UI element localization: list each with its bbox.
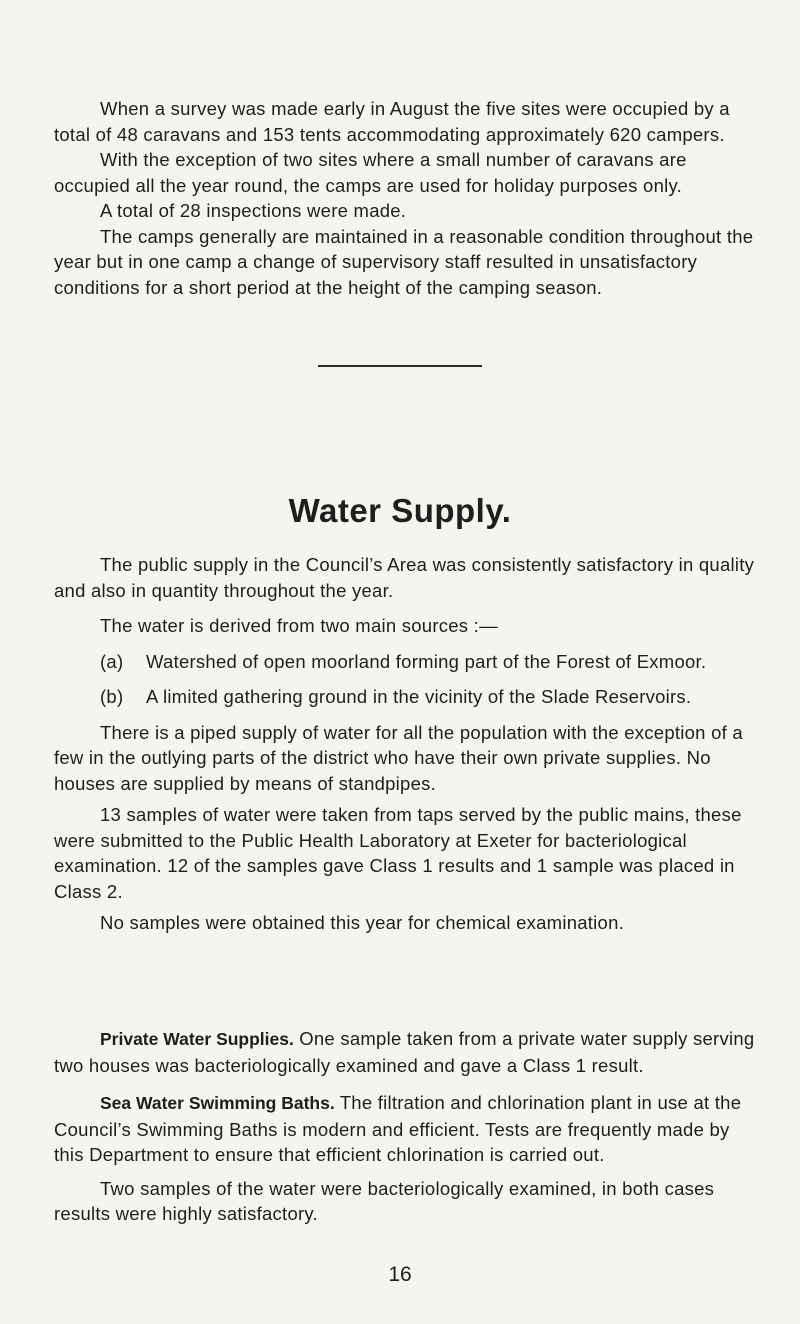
- list-marker: (a): [100, 650, 124, 672]
- sea-baths-text: The filtration and chlorination plant in use at the Council’s Swimming Baths is modern and efficient. Tests are frequently made by this Department to ensure that efficient chlorination is carried out.: [54, 1092, 742, 1165]
- water-supply-section: [0, 552, 800, 936]
- private-supplies-paragraph: [0, 1026, 800, 1078]
- intro-paragraph-2: With the exception of two sites where a small number of caravans are occupied all the year round, the camps are used for holiday purposes only.: [54, 149, 687, 196]
- water-paragraph-2: The water is derived from two main sources :—: [100, 615, 498, 636]
- water-paragraph-4: 13 samples of water were taken from taps served by the public mains, these were submitted to the Public Health Laboratory at Exeter for bacteriological examination. 12 of the samples gave Class 1 results and 1 sample was placed in Class 2.: [54, 804, 742, 902]
- list-marker: (b): [100, 686, 124, 707]
- water-paragraph-5: No samples were obtained this year for chemical examination.: [100, 912, 624, 933]
- sea-baths-paragraph: [0, 1090, 800, 1168]
- intro-paragraph-3: A total of 28 inspections were made.: [100, 200, 407, 221]
- list-text: Watershed of open moorland forming part of the Forest of Exmoor.: [146, 650, 707, 672]
- sea-baths-paragraph-2: Two samples of the water were bacteriologically examined, in both cases results were highly satisfactory.: [54, 1177, 715, 1224]
- sea-baths-title: Sea Water Swimming Baths.: [100, 1093, 335, 1113]
- section-heading-water-supply: Water Supply.: [288, 492, 512, 529]
- intro-paragraph-1: When a survey was made early in August the five sites were occupied by a total of 48 caravans and 153 tents accommodating approximately 620 campers.: [54, 98, 730, 145]
- water-paragraph-3: There is a piped supply of water for all the population with the exception of a few in the outlying parts of the district who have their own private supplies. No houses are supplied by means of standpipes.: [54, 721, 743, 794]
- private-supplies-section: [0, 1026, 800, 1227]
- section-divider: [318, 365, 482, 367]
- source-list-item-a: [0, 649, 800, 675]
- list-text: A limited gathering ground in the vicinity of the Slade Reservoirs.: [146, 686, 692, 707]
- intro-section: [0, 96, 800, 300]
- private-supplies-text: One sample taken from a private water supply serving two houses was bacteriologically examined and gave a Class 1 result.: [54, 1028, 755, 1076]
- intro-paragraph-4: The camps generally are maintained in a reasonable condition throughout the year but in one camp a change of supervisory staff resulted in unsatisfactory conditions for a short period at the height of the camping season.: [54, 225, 754, 298]
- source-list-item-b: [0, 684, 800, 710]
- private-supplies-title: Private Water Supplies.: [100, 1029, 294, 1049]
- water-paragraph-1: The public supply in the Council’s Area was consistently satisfactory in quality and also in quantity throughout the year.: [54, 554, 755, 601]
- page-number: 16: [388, 1263, 412, 1286]
